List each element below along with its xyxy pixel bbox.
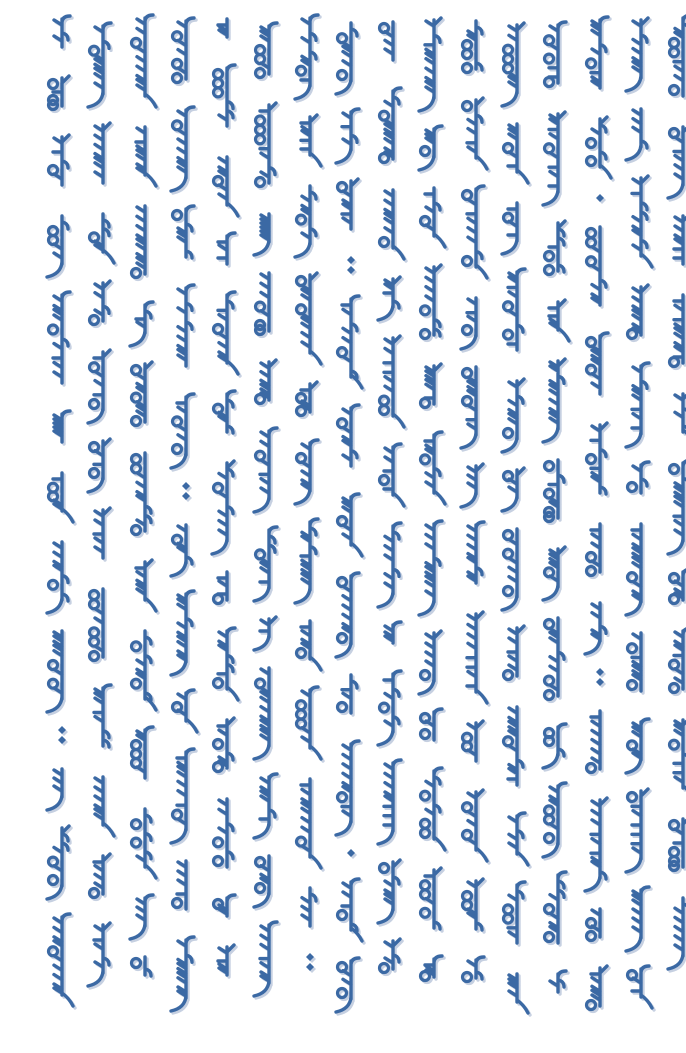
word-glyph [160, 203, 200, 265]
word-glyph [367, 273, 407, 315]
word-glyph [284, 615, 324, 667]
word-glyph [574, 419, 614, 501]
word-glyph [325, 876, 365, 938]
word-glyph [77, 682, 117, 754]
word-glyph [201, 388, 241, 440]
word-glyph [657, 892, 686, 964]
word-glyph [657, 12, 686, 104]
word-glyph [325, 669, 365, 721]
word-glyph [284, 437, 324, 499]
text-column-15 [615, 0, 655, 1022]
word-glyph [491, 701, 531, 793]
word-glyph [408, 518, 448, 610]
word-glyph [119, 121, 159, 183]
word-glyph [243, 524, 283, 596]
word-glyph [491, 968, 531, 1010]
word-glyph [160, 687, 200, 729]
word-glyph [160, 282, 200, 374]
word-glyph [491, 19, 531, 101]
word-glyph [160, 855, 200, 917]
word-glyph [119, 803, 159, 875]
text-column-4 [160, 0, 200, 1023]
word-glyph [491, 375, 531, 447]
word-glyph [615, 963, 655, 1005]
fullstop-mark [36, 724, 76, 746]
word-glyph [367, 668, 407, 740]
word-glyph [450, 94, 490, 166]
word-glyph [367, 757, 407, 839]
word-glyph [574, 705, 614, 777]
word-glyph [532, 355, 572, 437]
word-glyph [574, 903, 614, 945]
word-glyph [77, 208, 117, 260]
word-glyph [160, 391, 200, 463]
word-glyph [657, 210, 686, 272]
word-glyph [36, 625, 76, 707]
word-glyph [201, 892, 241, 924]
word-glyph [77, 850, 117, 902]
word-glyph [450, 519, 490, 591]
word-glyph [574, 221, 614, 313]
word-glyph [325, 175, 365, 237]
word-glyph [450, 954, 490, 986]
word-glyph [77, 346, 117, 418]
word-glyph [119, 299, 159, 341]
word-glyph [615, 281, 655, 343]
word-glyph [367, 935, 407, 977]
word-glyph [325, 570, 365, 652]
word-glyph [491, 266, 531, 358]
word-glyph [201, 625, 241, 697]
word-glyph [532, 869, 572, 951]
word-glyph [119, 951, 159, 983]
text-column-2 [77, 0, 117, 998]
word-glyph [119, 12, 159, 104]
text-column-5 [201, 0, 241, 1000]
word-glyph [77, 119, 117, 191]
word-glyph [615, 459, 655, 501]
word-glyph [532, 543, 572, 595]
word-glyph [615, 103, 655, 155]
text-column-6 [243, 0, 283, 1008]
word-glyph [284, 516, 324, 598]
word-glyph [119, 724, 159, 786]
word-glyph [615, 627, 655, 699]
word-glyph [160, 519, 200, 571]
word-glyph [201, 62, 241, 134]
word-glyph [284, 111, 324, 163]
word-glyph [532, 296, 572, 338]
word-glyph [36, 763, 76, 805]
word-glyph [119, 358, 159, 430]
word-glyph [615, 518, 655, 610]
word-glyph [367, 184, 407, 256]
text-column-10 [408, 0, 448, 1002]
text-column-1 [36, 0, 76, 1020]
word-glyph [243, 208, 283, 250]
word-glyph [367, 85, 407, 167]
text-column-16 [657, 0, 686, 981]
word-glyph [450, 183, 490, 275]
word-glyph [119, 447, 159, 539]
word-glyph [450, 875, 490, 937]
word-glyph [201, 714, 241, 776]
word-glyph [36, 131, 76, 193]
word-glyph [574, 113, 614, 175]
word-glyph [325, 738, 365, 830]
word-glyph [243, 356, 283, 408]
word-glyph [243, 425, 283, 507]
word-glyph [36, 911, 76, 1003]
word-glyph [201, 793, 241, 875]
word-glyph [657, 714, 686, 796]
word-glyph [408, 706, 448, 748]
word-glyph [367, 16, 407, 68]
word-glyph [450, 15, 490, 77]
word-glyph [243, 850, 283, 902]
word-glyph [119, 200, 159, 282]
word-glyph [284, 882, 324, 934]
word-glyph [657, 566, 686, 608]
word-glyph [160, 934, 200, 1006]
word-glyph [367, 856, 407, 918]
word-glyph [532, 612, 572, 704]
word-glyph [201, 566, 241, 608]
word-glyph [532, 217, 572, 279]
word-glyph [77, 583, 117, 665]
word-glyph [325, 491, 365, 553]
word-glyph [491, 197, 531, 249]
word-glyph [201, 151, 241, 213]
word-glyph [367, 619, 407, 651]
word-glyph [77, 435, 117, 487]
word-glyph [119, 625, 159, 707]
word-glyph [657, 388, 686, 440]
word-glyph [408, 953, 448, 985]
word-glyph [408, 182, 448, 244]
word-glyph [201, 13, 241, 45]
word-glyph [408, 864, 448, 936]
word-glyph [325, 106, 365, 158]
word-glyph [325, 402, 365, 474]
word-glyph [36, 13, 76, 55]
fullstop-mark [325, 254, 365, 276]
word-glyph [201, 941, 241, 983]
word-glyph [532, 968, 572, 1000]
word-glyph [615, 172, 655, 264]
word-glyph [491, 118, 531, 180]
word-glyph [408, 123, 448, 165]
word-glyph [657, 625, 686, 697]
word-glyph [615, 884, 655, 946]
word-glyph [657, 121, 686, 193]
fullstop-mark [284, 951, 324, 973]
word-glyph [367, 441, 407, 503]
word-glyph [77, 20, 117, 102]
text-column-3 [119, 0, 159, 1000]
word-glyph [450, 717, 490, 769]
word-glyph [408, 627, 448, 689]
word-glyph [367, 332, 407, 424]
word-glyph [491, 523, 531, 605]
word-glyph [574, 518, 614, 580]
word-glyph [574, 14, 614, 96]
word-glyph [615, 785, 655, 867]
word-glyph [119, 556, 159, 608]
word-glyph [408, 261, 448, 343]
word-glyph [615, 716, 655, 768]
word-glyph [284, 684, 324, 756]
word-glyph [243, 919, 283, 991]
word-glyph [408, 765, 448, 847]
word-glyph [574, 330, 614, 402]
word-glyph [450, 361, 490, 443]
text-column-12 [491, 0, 531, 1027]
word-glyph [657, 457, 686, 549]
word-glyph [325, 17, 365, 89]
word-glyph [574, 794, 614, 886]
word-glyph [574, 597, 614, 649]
word-glyph [243, 267, 283, 339]
word-glyph [408, 14, 448, 106]
word-glyph [160, 104, 200, 186]
word-glyph [284, 180, 324, 252]
text-column-8 [325, 0, 365, 1024]
word-glyph [77, 771, 117, 833]
word-glyph [243, 99, 283, 191]
word-glyph [450, 292, 490, 344]
word-glyph [450, 460, 490, 502]
text-column-14 [574, 0, 614, 1031]
word-glyph [532, 780, 572, 852]
word-glyph [77, 504, 117, 566]
word-glyph [284, 378, 324, 420]
word-glyph [408, 360, 448, 412]
word-glyph [243, 613, 283, 645]
word-glyph [160, 588, 200, 670]
word-glyph [532, 454, 572, 526]
word-glyph [77, 277, 117, 329]
text-column-9 [367, 0, 407, 994]
word-glyph [160, 746, 200, 838]
word-glyph [615, 360, 655, 442]
word-glyph [201, 457, 241, 549]
word-glyph [119, 892, 159, 934]
word-glyph [243, 771, 283, 833]
fullstop-mark [574, 666, 614, 688]
word-glyph [284, 12, 324, 94]
word-glyph [657, 289, 686, 371]
word-glyph [325, 293, 365, 385]
text-column-13 [532, 0, 572, 1017]
word-glyph [615, 14, 655, 86]
word-glyph [532, 721, 572, 763]
word-glyph [532, 19, 572, 91]
word-glyph [284, 773, 324, 865]
word-glyph [36, 467, 76, 519]
word-glyph [491, 622, 531, 684]
fullstop-mark [160, 480, 200, 502]
word-glyph [201, 230, 241, 272]
word-glyph [657, 813, 686, 875]
word-glyph [325, 955, 365, 1007]
word-glyph [491, 464, 531, 506]
word-glyph [77, 919, 117, 981]
word-glyph [491, 810, 531, 862]
text-column-7 [284, 0, 324, 990]
text-column-11 [450, 0, 490, 1003]
word-glyph [36, 289, 76, 391]
word-glyph [36, 72, 76, 114]
word-glyph [36, 822, 76, 894]
word-glyph [243, 662, 283, 754]
word-glyph [201, 289, 241, 371]
word-glyph [450, 786, 490, 858]
word-glyph [36, 408, 76, 450]
word-glyph [160, 15, 200, 87]
word-glyph [36, 210, 76, 272]
word-glyph [36, 536, 76, 608]
comma-mark [574, 192, 614, 204]
word-glyph [574, 962, 614, 1014]
word-glyph [450, 608, 490, 700]
word-glyph [532, 108, 572, 200]
comma-mark [325, 847, 365, 859]
word-glyph [243, 20, 283, 82]
word-glyph [284, 269, 324, 361]
word-glyph [367, 520, 407, 602]
word-glyph [491, 879, 531, 951]
word-glyph [408, 429, 448, 501]
